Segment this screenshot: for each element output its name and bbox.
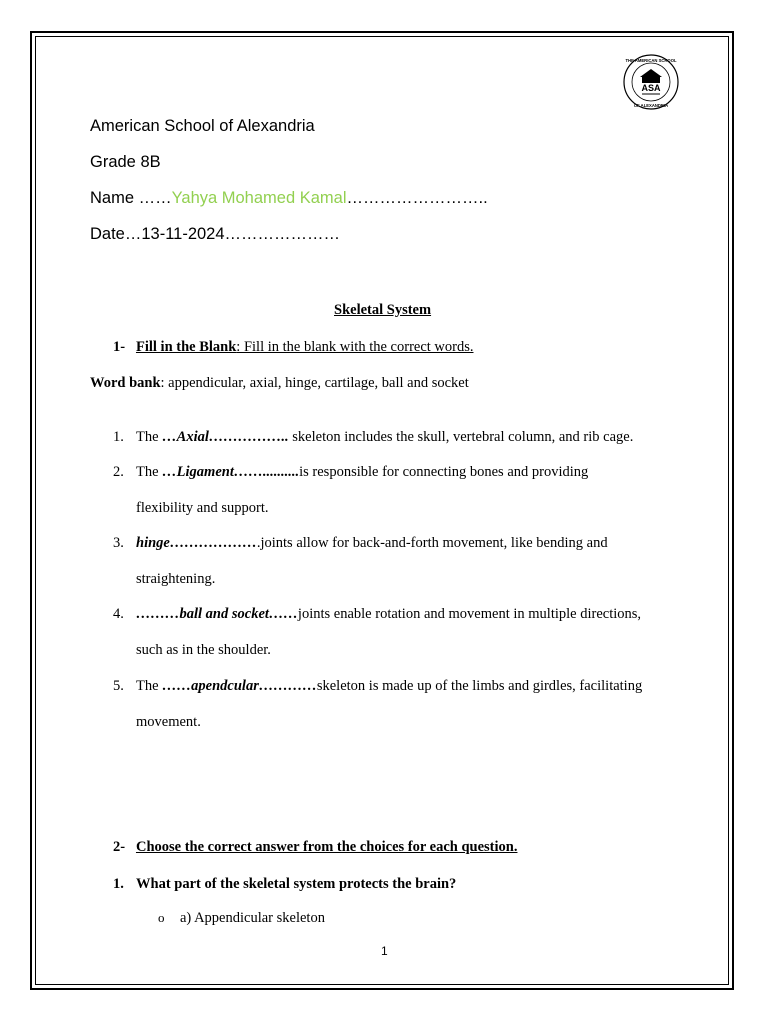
school-logo <box>620 53 682 111</box>
student-name-line <box>90 189 488 208</box>
name-suffix: …………………….. <box>346 189 488 207</box>
section1-heading <box>113 339 474 356</box>
item-text: The <box>136 429 163 445</box>
page-number: 1 <box>381 944 388 958</box>
fill-item-2-continued: flexibility and support. <box>136 500 269 516</box>
name-prefix: Name …… <box>90 189 172 207</box>
section2-title: Choose the correct answer from the choices for each question. <box>135 839 518 855</box>
word-bank <box>90 375 469 392</box>
item-text: The <box>136 464 163 480</box>
word-bank-label: Word bank <box>90 375 161 391</box>
item-number: 3. <box>113 535 124 551</box>
bullet-icon: o <box>158 910 165 925</box>
fill-item-2 <box>136 464 588 481</box>
item-number: 5. <box>113 678 124 694</box>
fill-item-1 <box>136 429 633 446</box>
answer-hinge: hinge……………… <box>136 535 257 551</box>
section2-heading <box>113 839 517 856</box>
fill-item-4 <box>136 606 641 623</box>
date-line: Date…13-11-2024………………… <box>90 225 341 243</box>
school-name: American School of Alexandria <box>90 117 315 135</box>
section1-title: Fill in the Blank <box>135 339 237 355</box>
fill-item-5-continued: movement. <box>136 714 201 730</box>
fill-item-3-continued: straightening. <box>136 571 216 587</box>
item-number: 2. <box>113 464 124 480</box>
fill-item-4-continued: such as in the shoulder. <box>136 642 271 658</box>
fill-item-3 <box>136 535 608 552</box>
item-text: joints enable rotation and movement in multiple directions, <box>297 606 642 622</box>
question-number: 1. <box>113 876 124 892</box>
svg-text:THE AMERICAN SCHOOL: THE AMERICAN SCHOOL <box>625 58 677 63</box>
item-text: skeleton is made up of the limbs and girdles, facilitating <box>316 678 643 694</box>
document-title: Skeletal System <box>334 302 432 318</box>
item-text: is responsible for connecting bones and providing <box>299 464 589 480</box>
question-1: What part of the skeletal system protects the brain? <box>136 876 457 892</box>
option-a: a) Appendicular skeleton <box>180 910 325 926</box>
section1-number: 1- <box>113 339 126 355</box>
item-text: skeleton includes the skull, vertebral column, and rib cage. <box>288 429 634 445</box>
item-text: The <box>136 678 163 694</box>
answer-axial: …Axial…………….. <box>162 429 289 445</box>
word-bank-words: : appendicular, axial, hinge, cartilage, ball and socket <box>160 375 469 391</box>
svg-text:OF ALEXANDRIA: OF ALEXANDRIA <box>633 103 669 108</box>
answer-ligament: …Ligament…….......... <box>162 464 300 480</box>
section2-number: 2- <box>113 839 126 855</box>
section1-instruction: : Fill in the blank with the correct words. <box>236 339 474 355</box>
item-number: 4. <box>113 606 124 622</box>
answer-apendcular: ……apendcular………… <box>162 678 317 694</box>
item-number: 1. <box>113 429 124 445</box>
svg-text:ASA: ASA <box>641 83 661 93</box>
student-name-value: Yahya Mohamed Kamal <box>171 189 347 207</box>
grade-label: Grade 8B <box>90 153 161 171</box>
answer-ball-and-socket: ………ball and socket…… <box>136 606 298 622</box>
item-text: .joints allow for back-and-forth movement, like bending and <box>256 535 608 551</box>
fill-item-5 <box>136 678 642 695</box>
